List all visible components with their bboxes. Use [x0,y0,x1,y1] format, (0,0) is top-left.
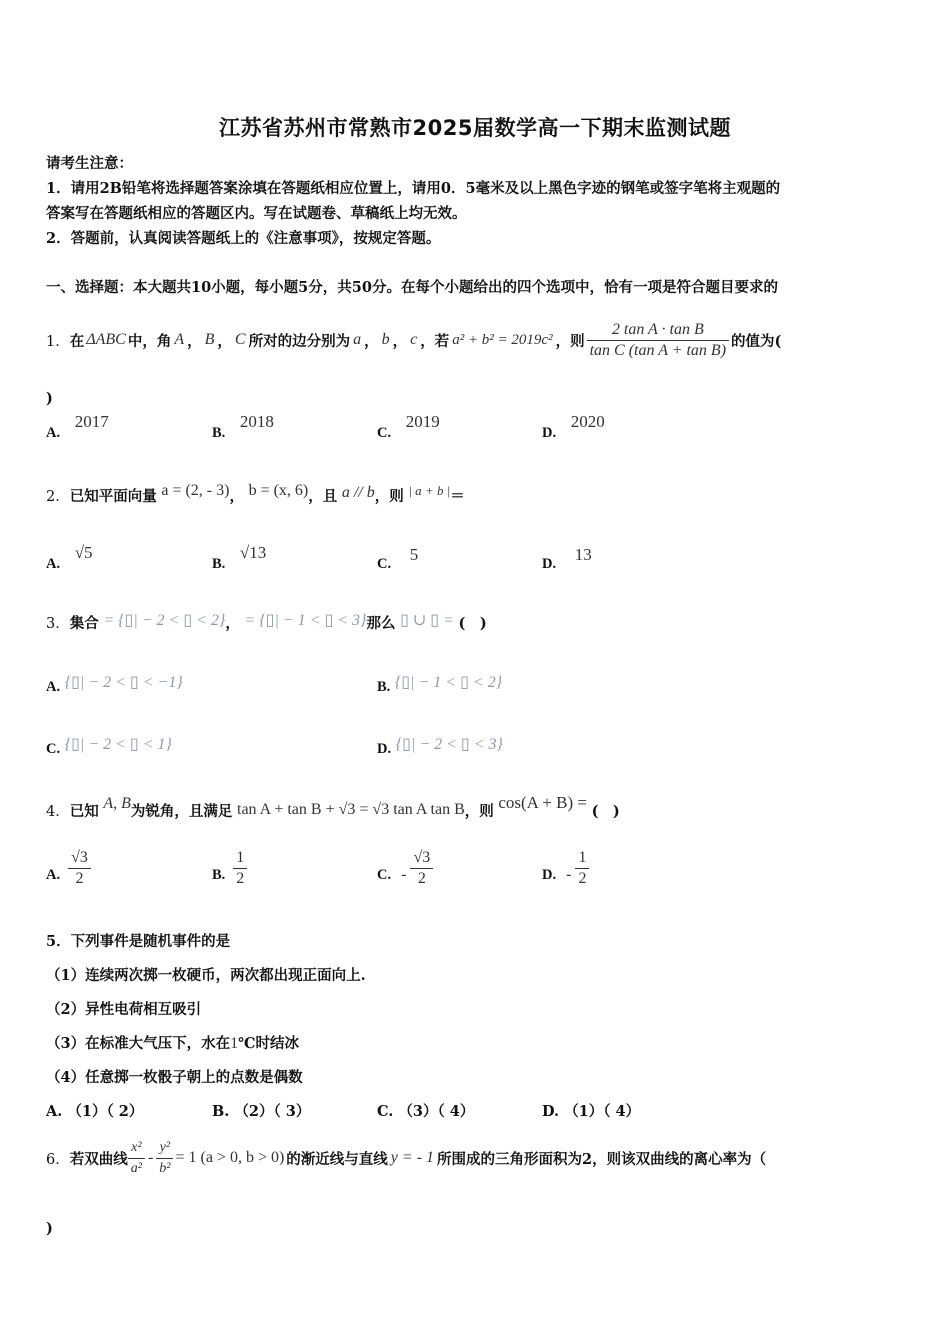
option-value: 5 [409,545,419,564]
fraction-denominator: 2 [75,870,84,887]
notice-item-1-line-1: 1．请用2B铅笔将选择题答案涂填在答题纸相应位置上，请用0．5毫米及以上黑色字迹的钢笔或签字笔将主观题的 [46,180,781,197]
option-label: D. [542,1103,560,1120]
q5-event-4: （4）任意掷一枚骰子朝上的点数是偶数 [46,1069,303,1086]
q2-text: ＝ [450,488,465,505]
q1-option-c[interactable] [377,412,440,442]
option-value: {▯| − 2 < ▯ < 3} [395,736,503,753]
q6-condition: = 1 (a > 0, b > 0) [175,1149,285,1166]
q6-text: 所围成的三角形面积为2，则该双曲线的离心率为（ [437,1150,767,1168]
q2-vector-b: b = (x, 6) [248,482,309,499]
fraction-denominator: 2 [236,870,245,887]
option-value: √5 [74,543,93,562]
q4-option-b[interactable] [212,848,247,889]
q3-union: ▯ ∪ ▯ = [400,612,454,629]
q1-close-paren: ) [46,390,53,407]
option-label: A. [46,1103,63,1120]
q1-side-b: b [381,331,390,348]
q5-option-c[interactable] [377,1100,474,1121]
q1-number: 1． [46,333,70,350]
q2-text: ，且 [308,488,338,505]
q3-text: 集合 [69,615,99,632]
q2-option-c[interactable] [377,545,419,573]
q3-option-c[interactable] [46,738,172,758]
q3-text: 那么 [366,615,396,632]
q3-option-d[interactable] [377,738,503,758]
q1-angle-b: B [204,331,215,348]
option-value: 2020 [570,412,605,431]
option-value: （1）（ 4） [564,1103,641,1120]
fraction-numerator: 1 [233,848,247,869]
option-value: {▯| − 2 < ▯ < −1} [64,674,183,691]
q4-option-a[interactable] [46,848,91,889]
q1-triangle: ΔABC [86,331,126,348]
q6-fraction-x [128,1138,145,1179]
fraction-denominator: 2 [578,870,587,887]
q2-number: 2． [46,489,70,505]
option-fraction [68,848,91,889]
q2-vector-a: a = (2, - 3) [161,482,230,499]
fraction-numerator: √3 [68,848,91,869]
q2-magnitude: | a + b | [408,483,451,498]
q2-parallel: a // b [341,484,375,501]
q6-number: 6． [46,1151,70,1168]
q4-text: 为锐角，且满足 [130,803,233,820]
option-label: B. [377,679,391,695]
option-label: C. [377,556,392,572]
fraction-denominator: 2 [417,870,426,887]
q4-text: 已知 [69,803,99,820]
q6-close-paren: ) [46,1220,53,1237]
q4-option-d[interactable] [542,848,589,889]
option-label: D. [377,741,392,757]
q3-number: 3． [46,616,70,632]
fraction-numerator: √3 [410,848,433,869]
q6-fraction-y [156,1138,173,1179]
q1-side-c: c [410,331,418,348]
q3-set-a: = {▯| − 2 < ▯ < 2} [103,612,226,629]
option-label: A. [46,425,61,441]
q1-side-a: a [353,331,362,348]
option-label: C. [377,867,392,883]
fraction-numerator: x² [128,1138,145,1159]
q1-angle-a: A [174,331,185,348]
fraction-numerator: 1 [575,848,589,869]
option-label: C. [377,425,392,441]
option-label: D. [542,425,557,441]
q5-option-a[interactable] [46,1100,143,1121]
option-fraction [233,848,247,889]
q5-event-3-text: （3）在标准大气压下，水在 [46,1035,231,1052]
option-label: B. [212,1103,230,1120]
q1-fraction-denominator: tan C (tan A + tan B) [589,341,727,359]
option-label: A. [46,556,61,572]
q6-minus: - [147,1149,154,1166]
q5-stem: 5．下列事件是随机事件的是 [46,933,231,950]
q1-option-a[interactable] [46,412,109,442]
option-value: （3）（ 4） [398,1103,475,1120]
q3-set-b: = {▯| − 1 < ▯ < 3} [244,612,367,629]
option-fraction [410,848,433,889]
q1-text: 在 [69,332,85,350]
q4-number: 4． [46,804,70,820]
option-sign: - [401,865,407,883]
q4-cos-expression: cos(A + B) = [498,793,587,812]
q5-option-d[interactable] [542,1100,640,1121]
q1-angle-c: C [234,331,246,348]
fraction-numerator: y² [156,1138,173,1159]
fraction-denominator: b² [159,1160,171,1176]
q1-fraction-numerator: 2 tan A · tan B [587,320,729,341]
q6-text: 的渐近线与直线 [286,1150,388,1168]
q3-option-b[interactable] [377,676,502,696]
question-1: 1． 在 ΔABC 中，角 A ， B ， C 所对的边分别为 a ， b ， c ，若 a² + b² = 2019c² ，则 $\frac{\text{2 tan A · tan B}}{\text{tan C (tan A + tan B)}}$ 的值为( [46,320,782,359]
q2-option-b[interactable] [212,543,267,573]
q5-event-3 [46,1032,299,1053]
page-title: 江苏省苏州市常熟市2025届数学高一下期末监测试题 [219,116,731,140]
q1-option-b[interactable] [212,412,274,442]
q1-text: ，则 [555,332,585,350]
q4-text: ( ) [591,803,620,820]
q5-event-1: （1）连续两次掷一枚硬币，两次都出现正面向上. [46,967,366,984]
q6-line: y = - 1 [390,1149,435,1166]
option-sign: - [566,865,572,883]
option-fraction [575,848,589,889]
option-value: （1）（ 2） [67,1103,144,1120]
option-label: A. [46,867,61,883]
q3-text: ( ) [458,615,487,632]
question-2: 2．已知平面向量 a = (2, - 3)， b = (x, 6)，且 a // b，则 | a + b |＝ [46,482,465,505]
option-label: D. [542,867,557,883]
option-value: 2017 [74,412,109,431]
option-label: C. [46,741,61,757]
q5-event-3-text: ℃时结冰 [238,1035,299,1052]
option-label: D. [542,556,557,572]
q4-option-c[interactable] [377,848,433,889]
notice-heading: 请考生注意： [46,155,133,172]
question-4 [46,793,620,821]
q2-option-a[interactable] [46,543,93,573]
q1-text: ，若 [420,332,450,350]
option-label: B. [212,556,226,572]
q5-event-2: （2）异性电荷相互吸引 [46,1001,202,1018]
q5-event-3-number: 1 [230,1035,239,1052]
fraction-denominator: a² [130,1160,142,1176]
section-heading: 一、选择题：本大题共10小题，每小题5分，共50分。在每个小题给出的四个选项中，恰有一项是符合题目要求的 [46,279,778,296]
q4-equation: tan A + tan B + √3 = √3 tan A tan B [237,801,465,818]
notice-item-1-line-2: 答案写在答题纸相应的答题区内。写在试题卷、草稿纸上均无效。 [46,205,467,222]
q4-text: ，则 [464,803,494,820]
q1-text: 所对的边分别为 [248,332,351,350]
q1-option-d[interactable] [542,412,605,442]
option-value: √13 [239,543,267,562]
option-value: 13 [574,545,592,564]
option-label: A. [46,679,61,695]
q2-text: ，则 [374,488,404,505]
question-6 [46,1134,766,1182]
q1-text: 中，角 [127,332,172,350]
question-3: 3．集合 = {▯| − 2 < ▯ < 2}， = {▯| − 1 < ▯ < 3}那么 ▯ ∪ ▯ = ( ) [46,612,487,632]
option-label: B. [212,867,226,883]
option-value: {▯| − 2 < ▯ < 1} [64,736,172,753]
option-label: B. [212,425,226,441]
q2-option-d[interactable] [542,545,592,573]
option-value: 2019 [405,412,440,431]
option-value: {▯| − 1 < ▯ < 2} [394,674,503,691]
notice-item-2: 2．答题前，认真阅读答题纸上的《注意事项》，按规定答题。 [46,230,441,247]
option-value: 2018 [239,412,274,431]
q1-condition: a² + b² = 2019c² [452,331,553,348]
option-label: C. [377,1103,394,1120]
q2-text: 已知平面向量 [69,488,157,505]
q3-option-a[interactable] [46,676,183,696]
q5-option-b[interactable] [212,1100,310,1121]
q1-text: 的值为( [731,332,782,350]
q1-fraction [587,320,729,361]
q6-text: 若双曲线 [69,1150,128,1168]
q4-angles: A, B [103,795,131,812]
option-value: （2）（ 3） [234,1103,311,1120]
